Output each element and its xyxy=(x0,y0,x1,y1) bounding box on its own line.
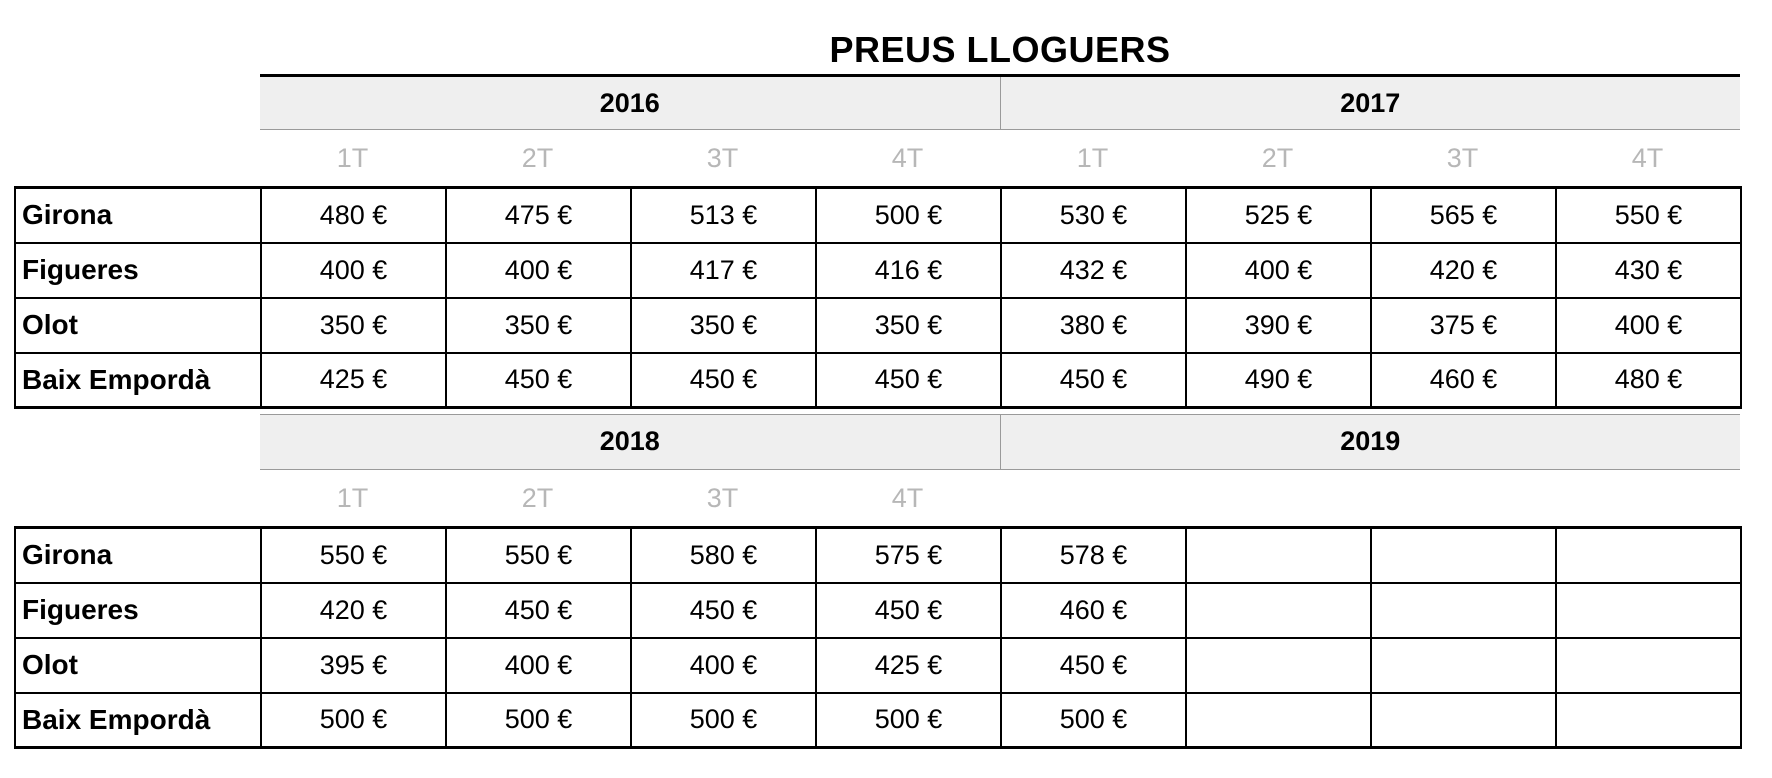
price-cell xyxy=(1371,583,1556,638)
region-label: Figueres xyxy=(15,583,261,638)
year-header-2016: 2016 xyxy=(260,77,1001,129)
quarter-header: 4T xyxy=(891,483,924,513)
price-table-2016-2017 xyxy=(14,186,1742,409)
price-cell: 400 € xyxy=(261,243,446,298)
price-cell: 450 € xyxy=(1001,638,1186,693)
price-cell: 500 € xyxy=(631,693,816,748)
price-cell: 450 € xyxy=(446,583,631,638)
price-cell: 480 € xyxy=(261,188,446,243)
table-row xyxy=(15,243,1741,298)
price-cell: 380 € xyxy=(1001,298,1186,353)
quarter-header: 2T xyxy=(1261,143,1294,173)
region-label: Olot xyxy=(15,298,261,353)
region-label: Baix Empordà xyxy=(15,693,261,748)
year-header-2019: 2019 xyxy=(1340,426,1401,456)
price-cell: 460 € xyxy=(1001,583,1186,638)
price-cell: 500 € xyxy=(816,693,1001,748)
price-cell xyxy=(1186,528,1371,583)
table-row xyxy=(15,583,1741,638)
quarter-header: 3T xyxy=(706,483,739,513)
year-header-2018: 2018 xyxy=(260,415,1001,469)
quarter-header-empty xyxy=(1185,470,1370,526)
table-row xyxy=(15,188,1741,243)
price-cell: 450 € xyxy=(1001,353,1186,408)
price-cell: 450 € xyxy=(631,583,816,638)
quarter-header: 2T xyxy=(521,483,554,513)
price-cell: 513 € xyxy=(631,188,816,243)
price-cell: 550 € xyxy=(446,528,631,583)
price-cell: 420 € xyxy=(1371,243,1556,298)
price-cell xyxy=(1186,638,1371,693)
price-cell: 450 € xyxy=(816,583,1001,638)
price-cell: 416 € xyxy=(816,243,1001,298)
quarter-header: 1T xyxy=(1076,143,1109,173)
quarter-header: 3T xyxy=(1446,143,1479,173)
price-cell: 400 € xyxy=(446,243,631,298)
price-cell xyxy=(1556,528,1741,583)
price-cell: 450 € xyxy=(446,353,631,408)
price-cell xyxy=(1556,693,1741,748)
price-cell: 400 € xyxy=(1186,243,1371,298)
price-cell: 375 € xyxy=(1371,298,1556,353)
price-table-2018-2019 xyxy=(14,526,1742,749)
price-cell: 578 € xyxy=(1001,528,1186,583)
price-cell: 350 € xyxy=(261,298,446,353)
price-cell: 500 € xyxy=(446,693,631,748)
price-cell xyxy=(1371,693,1556,748)
price-cell: 400 € xyxy=(446,638,631,693)
price-cell: 425 € xyxy=(261,353,446,408)
price-cell: 550 € xyxy=(1556,188,1741,243)
quarter-header: 2T xyxy=(521,143,554,173)
price-cell: 450 € xyxy=(631,353,816,408)
price-cell: 500 € xyxy=(261,693,446,748)
quarter-header: 4T xyxy=(891,143,924,173)
quarter-header-empty xyxy=(1000,470,1185,526)
price-cell: 350 € xyxy=(631,298,816,353)
table-row xyxy=(15,298,1741,353)
year-header-row xyxy=(260,414,1740,470)
price-cell: 530 € xyxy=(1001,188,1186,243)
price-cell: 350 € xyxy=(816,298,1001,353)
year-header-row xyxy=(260,74,1740,130)
price-cell xyxy=(1186,583,1371,638)
price-cell: 400 € xyxy=(1556,298,1741,353)
region-label: Girona xyxy=(15,188,261,243)
price-cell: 390 € xyxy=(1186,298,1371,353)
price-cell: 395 € xyxy=(261,638,446,693)
price-cell: 580 € xyxy=(631,528,816,583)
price-cell: 400 € xyxy=(631,638,816,693)
quarter-header-empty xyxy=(1555,470,1740,526)
price-cell xyxy=(1186,693,1371,748)
price-cell: 490 € xyxy=(1186,353,1371,408)
quarter-header-row xyxy=(260,470,1740,526)
quarter-header: 1T xyxy=(336,483,369,513)
price-cell: 432 € xyxy=(1001,243,1186,298)
quarter-header: 1T xyxy=(336,143,369,173)
table-row xyxy=(15,528,1741,583)
quarter-header: 4T xyxy=(1631,143,1664,173)
region-label: Girona xyxy=(15,528,261,583)
quarter-header: 3T xyxy=(706,143,739,173)
region-label: Figueres xyxy=(15,243,261,298)
quarter-header-empty xyxy=(1370,470,1555,526)
price-cell: 550 € xyxy=(261,528,446,583)
price-cell xyxy=(1371,528,1556,583)
price-cell: 475 € xyxy=(446,188,631,243)
price-cell: 430 € xyxy=(1556,243,1741,298)
table-row xyxy=(15,693,1741,748)
region-label: Olot xyxy=(15,638,261,693)
price-cell: 420 € xyxy=(261,583,446,638)
price-cell: 565 € xyxy=(1371,188,1556,243)
price-cell: 350 € xyxy=(446,298,631,353)
year-header-2017: 2017 xyxy=(1340,88,1401,118)
price-cell xyxy=(1556,638,1741,693)
price-cell: 500 € xyxy=(1001,693,1186,748)
price-cell: 500 € xyxy=(816,188,1001,243)
price-cell: 450 € xyxy=(816,353,1001,408)
table-row xyxy=(15,638,1741,693)
table-row xyxy=(15,353,1741,408)
price-cell: 417 € xyxy=(631,243,816,298)
price-cell xyxy=(1371,638,1556,693)
price-cell: 425 € xyxy=(816,638,1001,693)
price-cell: 575 € xyxy=(816,528,1001,583)
page-title: PREUS LLOGUERS xyxy=(829,29,1171,70)
price-cell xyxy=(1556,583,1741,638)
quarter-header-row xyxy=(260,130,1740,186)
region-label: Baix Empordà xyxy=(15,353,261,408)
price-cell: 480 € xyxy=(1556,353,1741,408)
price-cell: 460 € xyxy=(1371,353,1556,408)
price-cell: 525 € xyxy=(1186,188,1371,243)
